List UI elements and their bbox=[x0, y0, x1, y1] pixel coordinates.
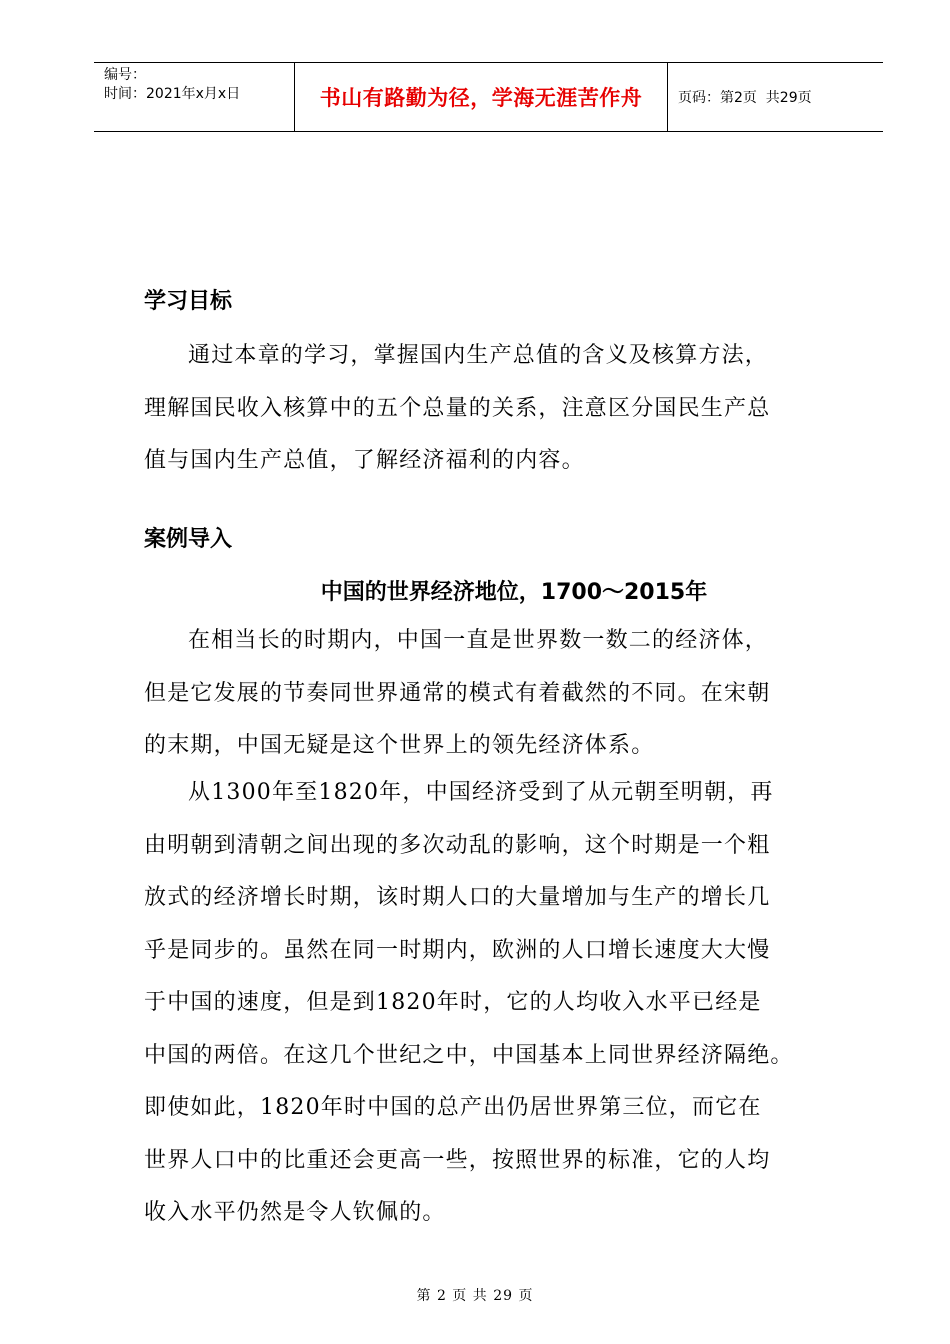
text-line: 但是它发展的节奏同世界通常的模式有着截然的不同。在宋朝 bbox=[144, 680, 771, 706]
heading-learning-goals: 学习目标 bbox=[144, 289, 233, 314]
text-line: 放式的经济增长时期，该时期人口的大量增加与生产的增长几 bbox=[144, 885, 771, 910]
case-paragraph-1 bbox=[144, 615, 844, 773]
page-info-text: 页码：第2页 共29页 bbox=[678, 90, 812, 106]
header-meta bbox=[94, 63, 295, 131]
header-page-info bbox=[668, 63, 883, 131]
text-line: 从1300年至1820年，中国经济受到了从元朝至明朝，再 bbox=[188, 780, 774, 805]
page-header bbox=[94, 62, 883, 132]
case-paragraph-2 bbox=[144, 767, 844, 1240]
text-line: 值与国内生产总值，了解经济福利的内容。 bbox=[144, 448, 585, 473]
text-line: 于中国的速度，但是到1820年时，它的人均收入水平已经是 bbox=[144, 990, 762, 1015]
text-line: 收入水平仍然是令人钦佩的。 bbox=[144, 1200, 446, 1225]
text-line: 理解国民收入核算中的五个总量的关系，注意区分国民生产总 bbox=[144, 395, 771, 421]
time-label: 时间：2021年x月x日 bbox=[104, 86, 241, 102]
text-line: 即使如此，1820年时中国的总产出仍居世界第三位，而它在 bbox=[144, 1095, 762, 1120]
header-motto: 书山有路勤为径，学海无涯苦作舟 bbox=[295, 63, 668, 131]
heading-case-intro: 案例导入 bbox=[144, 527, 233, 552]
page-footer bbox=[0, 1285, 950, 1305]
text-line: 在相当长的时期内，中国一直是世界数一数二的经济体， bbox=[188, 628, 769, 653]
footer-page-number: 第 2 页 共 29 页 bbox=[416, 1288, 534, 1304]
text-line: 乎是同步的。虽然在同一时期内，欧洲的人口增长速度大大慢 bbox=[144, 937, 771, 963]
text-line: 由明朝到清朝之间出现的多次动乱的影响，这个时期是一个粗 bbox=[144, 832, 771, 858]
number-label: 编号： bbox=[104, 67, 146, 83]
learning-goals-paragraph bbox=[144, 330, 844, 488]
case-title: 中国的世界经济地位，1700～2015年 bbox=[320, 580, 708, 605]
text-line: 通过本章的学习，掌握国内生产总值的含义及核算方法， bbox=[188, 343, 769, 368]
text-line: 的末期，中国无疑是这个世界上的领先经济体系。 bbox=[144, 733, 655, 758]
text-line: 世界人口中的比重还会更高一些，按照世界的标准，它的人均 bbox=[144, 1147, 771, 1173]
text-line: 中国的两倍。在这几个世纪之中，中国基本上同世界经济隔绝。 bbox=[144, 1042, 794, 1068]
